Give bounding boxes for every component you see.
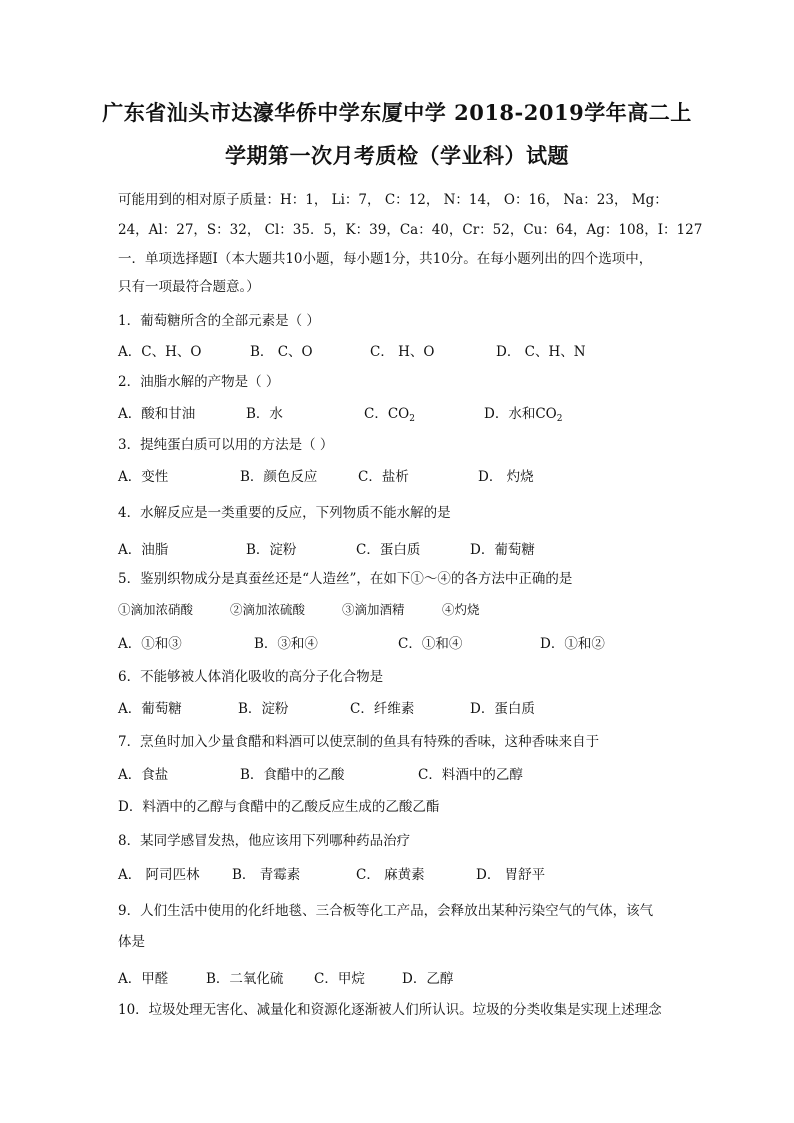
option-c: C．①和④	[398, 636, 463, 652]
option-a: A．油脂	[118, 542, 169, 558]
option-d: D．①和②	[540, 636, 605, 652]
option-c: C． H、O	[370, 344, 435, 360]
question-10-stem-line-1: 10．垃圾处理无害化、减量化和资源化逐渐被人们所认识。垃圾的分类收集是实现上述理念	[118, 1002, 662, 1018]
option-c: C．甲烷	[314, 971, 365, 987]
option-b: B．食醋中的乙酸	[240, 767, 345, 783]
option-c: C． 麻黄素	[356, 867, 425, 883]
option-b: B． C、O	[250, 344, 313, 360]
option-c: C．料酒中的乙醇	[418, 767, 523, 783]
option-a: A．C、H、O	[118, 344, 202, 360]
question-9-stem-line-2: 体是	[118, 934, 145, 950]
question-9-stem-line-1: 9．人们生活中使用的化纤地毯、三合板等化工产品，会释放出某种污染空气的气体，该气	[118, 903, 654, 919]
option-d: D．蛋白质	[470, 701, 535, 717]
option-a: A．甲醛	[118, 971, 169, 987]
document-title-line-2: 学期第一次月考质检（学业科）试题	[225, 143, 569, 168]
method-1: ①滴加浓硝酸	[118, 602, 194, 617]
question-4-stem: 4．水解反应是一类重要的反应，下列物质不能水解的是	[118, 505, 451, 521]
question-6-stem: 6．不能够被人体消化吸收的高分子化合物是	[118, 669, 384, 685]
option-c: C．盐析	[358, 469, 409, 485]
atomic-mass-line-2: 24，Al：27，S：32， Cl：35．5，K：39，Ca：40，Cr：52，Cu：64，Ag：108，I：127	[118, 222, 703, 238]
question-3-stem: 3．提纯蛋白质可以用的方法是（ ）	[118, 437, 334, 453]
option-a: A．①和③	[118, 636, 182, 652]
option-b: B．③和④	[254, 636, 318, 652]
question-2-stem: 2．油脂水解的产物是（ ）	[118, 374, 280, 390]
option-b: B．淀粉	[246, 542, 297, 558]
option-a: A．葡萄糖	[118, 701, 182, 717]
option-b: B． 青霉素	[232, 867, 301, 883]
section-heading-line-1: 一．单项选择题Ⅰ（本大题共10小题，每小题1分，共10分。在每小题列出的四个选项中，	[118, 251, 653, 267]
method-3: ③滴加酒精	[342, 602, 405, 617]
option-d: D． C、H、N	[496, 344, 586, 360]
option-d-subscript: 2	[556, 414, 563, 424]
option-b: B．水	[246, 406, 283, 422]
method-2: ②滴加浓硫酸	[230, 602, 306, 617]
option-c	[364, 402, 415, 424]
method-4: ④灼烧	[442, 602, 480, 617]
option-d-text: D．水和CO	[484, 406, 557, 422]
question-8-stem: 8．某同学感冒发热，他应该用下列哪种药品治疗	[118, 833, 411, 849]
option-d: D．葡萄糖	[470, 542, 535, 558]
option-a: A． 阿司匹林	[118, 867, 200, 883]
option-b: B．二氧化硫	[206, 971, 284, 987]
option-a: A．变性	[118, 469, 169, 485]
section-heading-line-2: 只有一项最符合题意。）	[118, 279, 260, 295]
option-c-subscript: 2	[409, 414, 415, 424]
option-d	[484, 402, 562, 424]
document-title-line-1: 广东省汕头市达濠华侨中学东厦中学 2018-2019学年高二上	[102, 100, 692, 125]
question-7-stem: 7．烹鱼时加入少量食醋和料酒可以使烹制的鱼具有特殊的香味，这种香味来自于	[118, 734, 600, 750]
option-c: C．蛋白质	[356, 542, 421, 558]
question-1-stem: 1．葡萄糖所含的全部元素是（ ）	[118, 313, 320, 329]
option-a: A．酸和甘油	[118, 406, 196, 422]
option-b: B．淀粉	[238, 701, 289, 717]
option-c-text: C．CO	[364, 406, 410, 422]
option-a: A．食盐	[118, 767, 169, 783]
option-b: B．颜色反应	[240, 469, 318, 485]
question-5-stem: 5．鉴别织物成分是真蚕丝还是“人造丝”，在如下①～④的各方法中正确的是	[118, 571, 573, 587]
atomic-mass-line-1: 可能用到的相对原子质量：H：1， Li：7， C：12， N：14， O：16， Na：23， Mg：	[118, 192, 668, 208]
option-d: D．乙醇	[402, 971, 454, 987]
option-d: D． 胃舒平	[476, 867, 546, 883]
option-c: C．纤维素	[350, 701, 415, 717]
question-7-option-d: D．料酒中的乙醇与食醋中的乙酸反应生成的乙酸乙酯	[118, 799, 440, 815]
option-d: D． 灼烧	[478, 469, 534, 485]
